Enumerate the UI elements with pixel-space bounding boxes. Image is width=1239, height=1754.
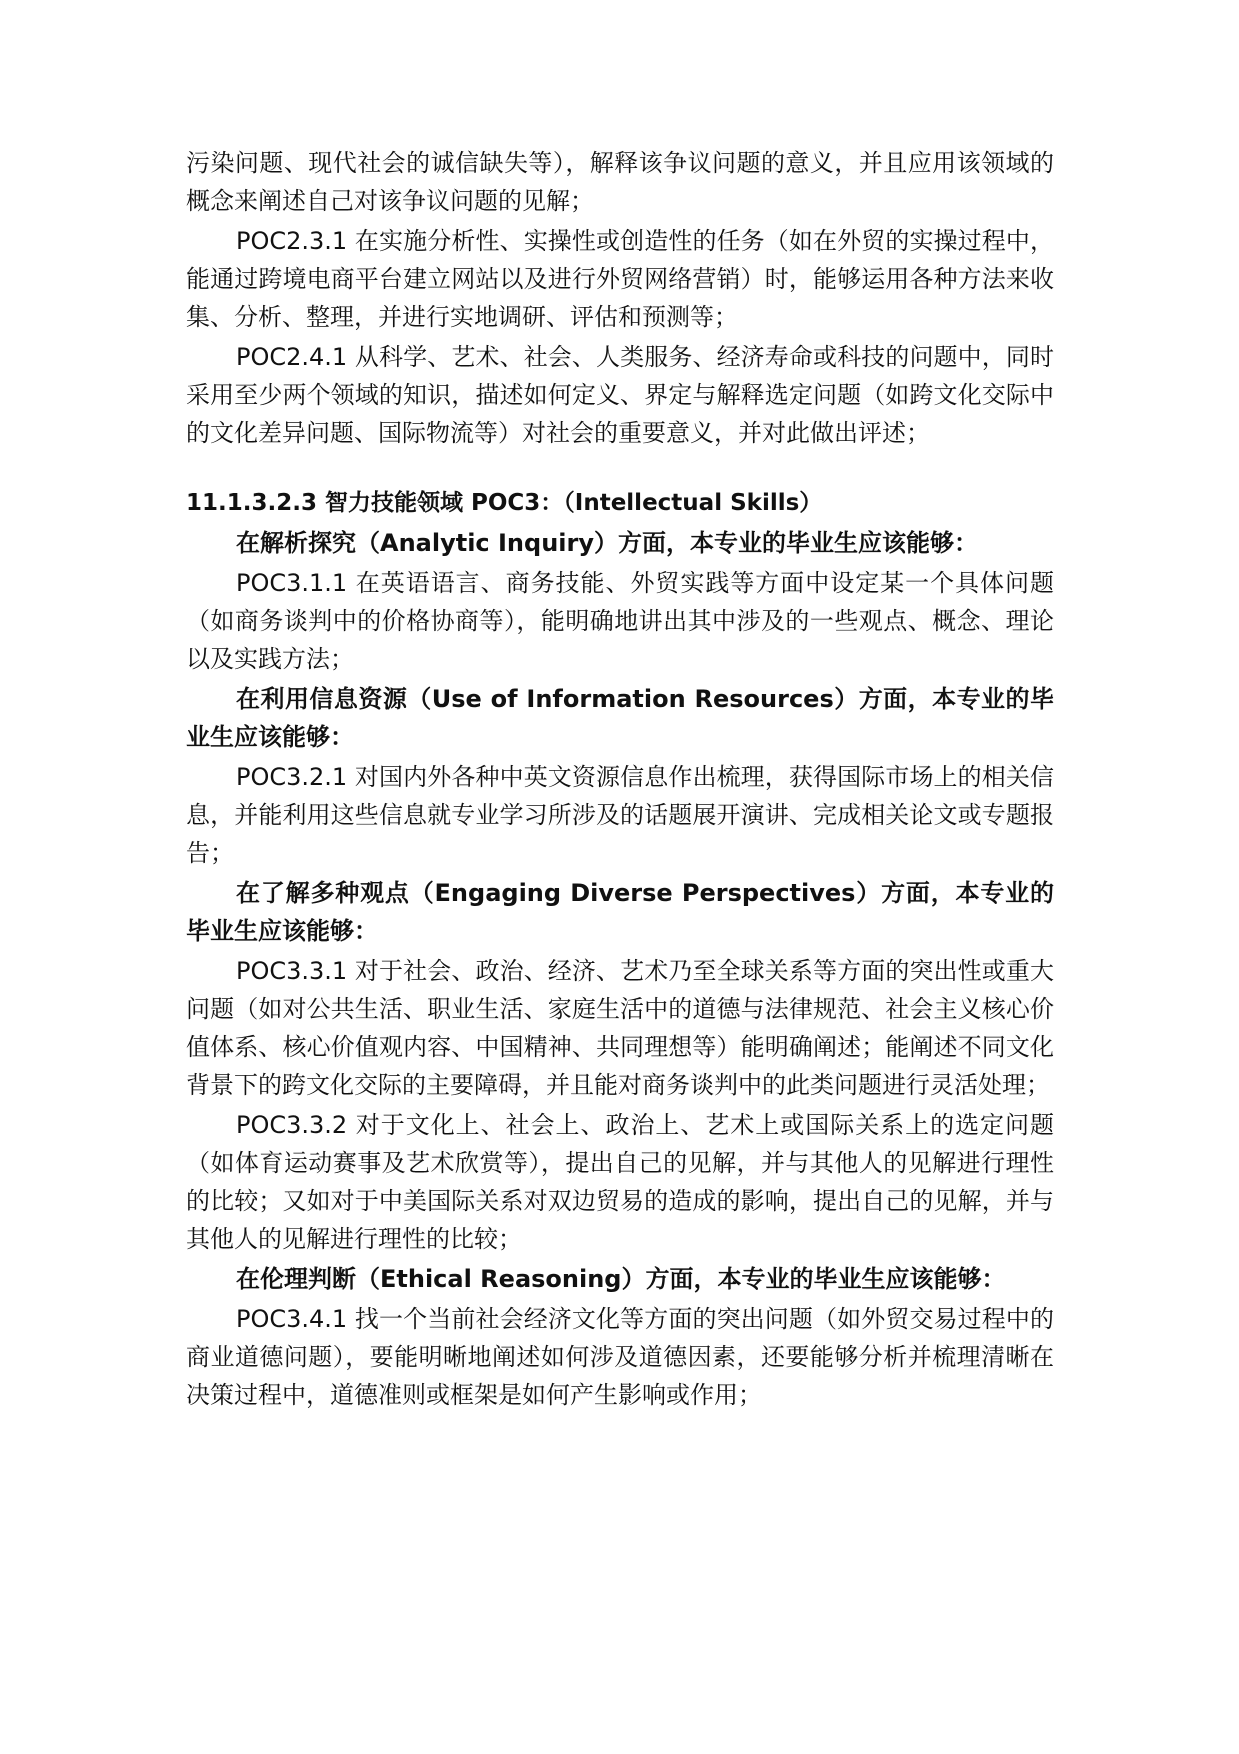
poc-3-3-1-paragraph: POC3.3.1 对于社会、政治、经济、艺术乃至全球关系等方面的突出性或重大问题（如对公共生活、职业生活、家庭生活中的道德与法律规范、社会主义核心价值体系、核心价值观内容、中国精神、共同理想等）能明确阐述；能阐述不同文化背景下的跨文化交际的主要障碍，并且能对商务谈判中的此类问题进行灵活处理； — [186, 957, 1054, 1099]
ethical-reasoning-subhead: 在伦理判断（Ethical Reasoning）方面，本专业的毕业生应该能够： — [236, 1265, 1006, 1293]
poc-3-4-1-paragraph: POC3.4.1 找一个当前社会经济文化等方面的突出问题（如外贸交易过程中的商业道德问题），要能明晰地阐述如何涉及道德因素，还要能够分析并梳理清晰在决策过程中，道德准则或框架是如何产生影响或作用； — [186, 1305, 1054, 1409]
poc-3-2-1-paragraph: POC3.2.1 对国内外各种中英文资源信息作出梳理，获得国际市场上的相关信息，并能利用这些信息就专业学习所涉及的话题展开演讲、完成相关论文或专题报告； — [186, 763, 1054, 867]
section-heading-poc3: 11.1.3.2.3 智力技能领域 POC3：（Intellectual Skills） — [186, 490, 823, 516]
analytic-inquiry-subhead: 在解析探究（Analytic Inquiry）方面，本专业的毕业生应该能够： — [236, 529, 978, 557]
poc-3-3-2-paragraph: POC3.3.2 对于文化上、社会上、政治上、艺术上或国际关系上的选定问题（如体育运动赛事及艺术欣赏等），提出自己的见解，并与其他人的见解进行理性的比较；又如对于中美国际关系对双边贸易的造成的影响，提出自己的见解，并与其他人的见解进行理性的比较； — [186, 1111, 1054, 1253]
document-page — [186, 144, 1054, 1416]
poc-2-3-1-paragraph: POC2.3.1 在实施分析性、实操性或创造性的任务（如在外贸的实操过程中，能通过跨境电商平台建立网站以及进行外贸网络营销）时，能够运用各种方法来收集、分析、整理，并进行实地调研、评估和预测等； — [186, 227, 1054, 331]
poc-2-4-1-paragraph: POC2.4.1 从科学、艺术、社会、人类服务、经济寿命或科技的问题中，同时采用至少两个领域的知识，描述如何定义、界定与解释选定问题（如跨文化交际中的文化差异问题、国际物流等）对社会的重要意义，并对此做出评述； — [186, 343, 1054, 447]
diverse-perspectives-subhead: 在了解多种观点（Engaging Diverse Perspectives）方面，本专业的毕业生应该能够： — [186, 879, 1054, 945]
information-resources-subhead: 在利用信息资源（Use of Information Resources）方面，本专业的毕业生应该能够： — [186, 685, 1054, 751]
intro-continuation-paragraph: 污染问题、现代社会的诚信缺失等），解释该争议问题的意义，并且应用该领域的概念来阐述自己对该争议问题的见解； — [186, 149, 1054, 215]
poc-3-1-1-paragraph: POC3.1.1 在英语语言、商务技能、外贸实践等方面中设定某一个具体问题（如商务谈判中的价格协商等），能明确地讲出其中涉及的一些观点、概念、理论以及实践方法； — [186, 569, 1054, 673]
